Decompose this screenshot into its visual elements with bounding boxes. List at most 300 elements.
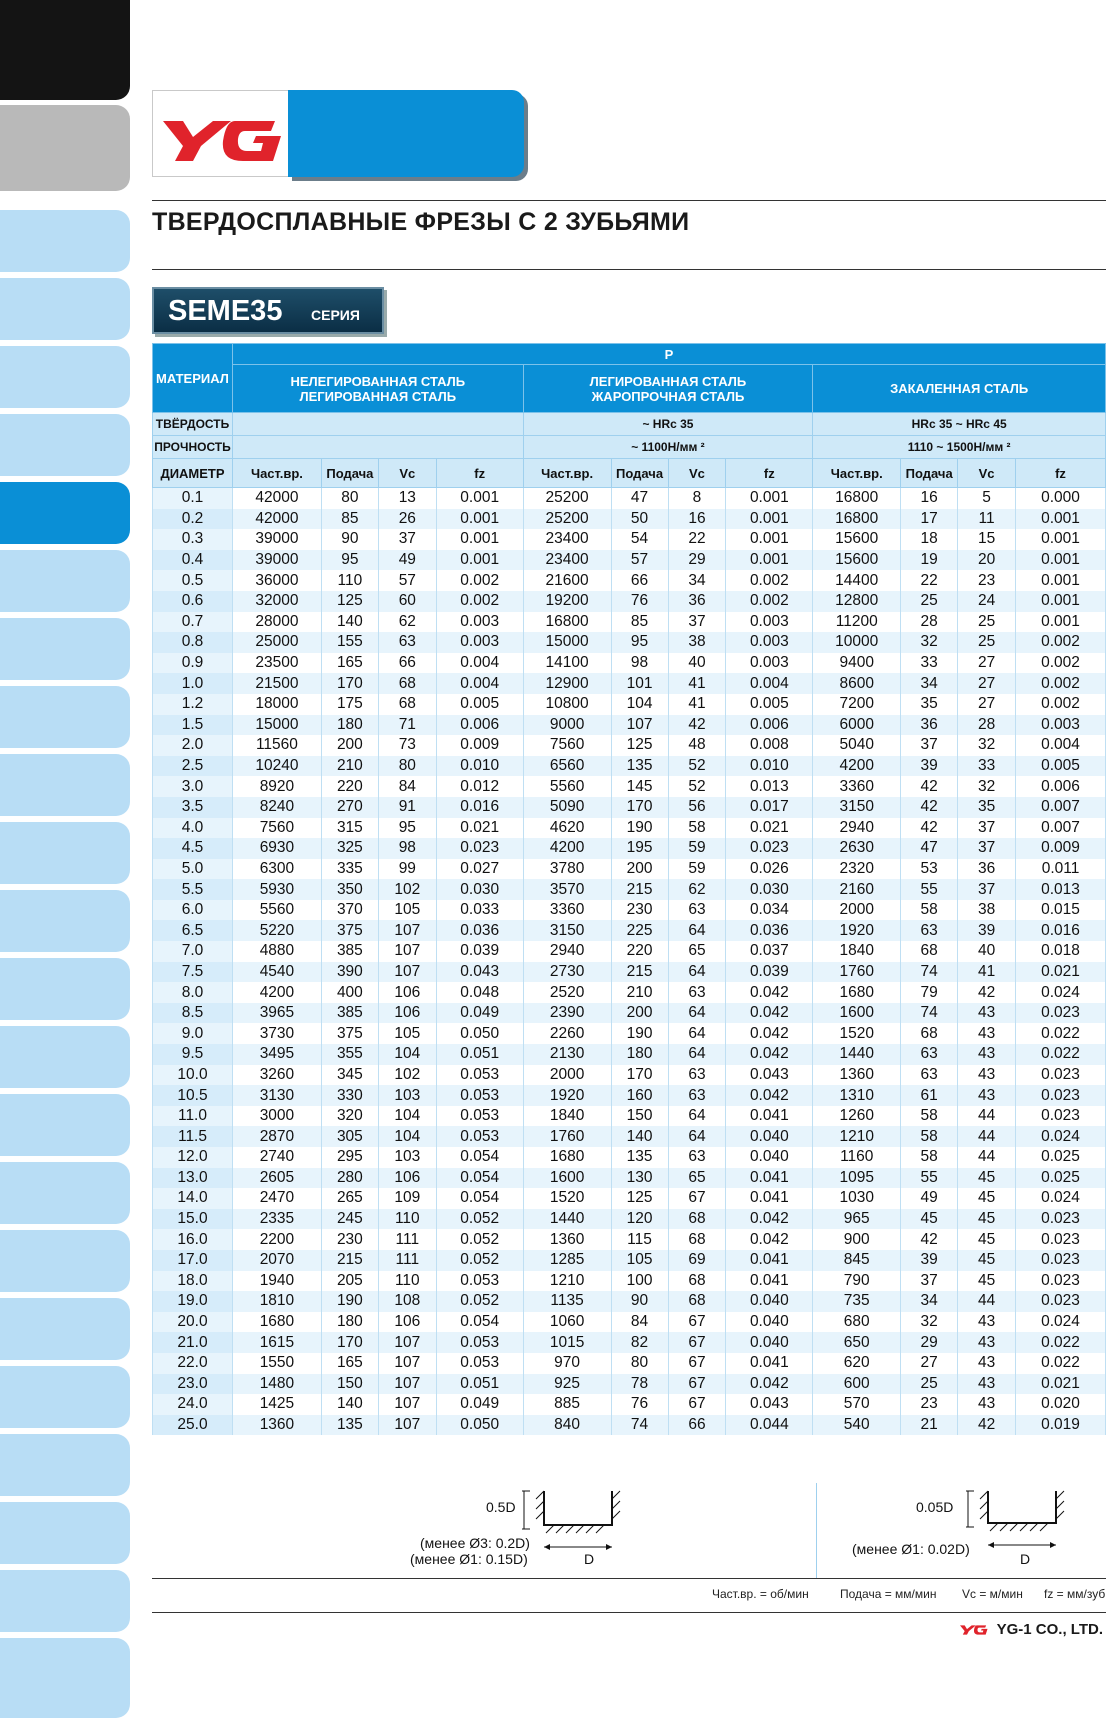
value-cell: 32	[958, 776, 1016, 797]
value-cell: 71	[378, 715, 436, 736]
value-cell: 1920	[813, 920, 901, 941]
col-header-vc: Vc	[958, 459, 1016, 488]
side-tab[interactable]	[0, 1638, 130, 1718]
value-cell: 15	[958, 529, 1016, 550]
value-cell: 570	[813, 1394, 901, 1415]
value-cell: 39	[958, 920, 1016, 941]
diameter-cell: 16.0	[153, 1229, 233, 1250]
col-header-feed: Подача	[901, 459, 958, 488]
side-tab[interactable]	[0, 686, 130, 748]
value-cell: 23400	[523, 529, 611, 550]
depth-note-1: (менее Ø1: 0.02D)	[852, 1541, 970, 1557]
value-cell: 0.004	[436, 673, 523, 694]
side-tab[interactable]	[0, 346, 130, 408]
value-cell: 0.013	[1016, 879, 1106, 900]
group-2-strength: ~ 1100Н/мм ²	[523, 436, 813, 459]
value-cell: 540	[813, 1415, 901, 1436]
value-cell: 90	[321, 529, 378, 550]
table-row	[153, 1044, 1106, 1065]
diameter-cell: 11.5	[153, 1126, 233, 1147]
value-cell: 39000	[232, 529, 321, 550]
side-tab-gray	[0, 105, 130, 191]
value-cell: 1680	[523, 1147, 611, 1168]
value-cell: 150	[611, 1106, 668, 1127]
col-header-vc: Vc	[378, 459, 436, 488]
value-cell: 0.051	[436, 1374, 523, 1395]
value-cell: 11200	[813, 612, 901, 633]
value-cell: 6300	[232, 859, 321, 880]
value-cell: 3360	[813, 776, 901, 797]
value-cell: 64	[668, 1023, 726, 1044]
value-cell: 0.025	[1016, 1168, 1106, 1189]
value-cell: 2940	[523, 941, 611, 962]
value-cell: 0.004	[436, 653, 523, 674]
side-tab[interactable]	[0, 414, 130, 476]
value-cell: 215	[611, 879, 668, 900]
value-cell: 38	[958, 900, 1016, 921]
group-2-line1: ЛЕГИРОВАННАЯ СТАЛЬ	[589, 373, 747, 389]
value-cell: 3150	[523, 920, 611, 941]
value-cell: 0.002	[436, 570, 523, 591]
side-tab[interactable]	[0, 1434, 130, 1496]
value-cell: 0.021	[726, 818, 813, 839]
value-cell: 91	[378, 797, 436, 818]
value-cell: 1680	[813, 982, 901, 1003]
material-group-3	[813, 365, 1106, 413]
value-cell: 0.015	[1016, 900, 1106, 921]
value-cell: 0.003	[436, 632, 523, 653]
value-cell: 390	[321, 962, 378, 983]
value-cell: 1615	[232, 1332, 321, 1353]
yg-logo-icon	[153, 91, 293, 178]
value-cell: 32	[958, 735, 1016, 756]
divider	[152, 1612, 1106, 1613]
value-cell: 64	[668, 1106, 726, 1127]
value-cell: 210	[611, 982, 668, 1003]
brand-header	[152, 90, 524, 177]
value-cell: 0.003	[726, 653, 813, 674]
value-cell: 4880	[232, 941, 321, 962]
value-cell: 80	[378, 756, 436, 777]
group-3-strength: 1110 ~ 1500Н/мм ²	[813, 436, 1106, 459]
value-cell: 0.023	[1016, 1271, 1106, 1292]
value-cell: 34	[901, 673, 958, 694]
col-header-vc: Vc	[668, 459, 726, 488]
value-cell: 1760	[813, 962, 901, 983]
side-tab[interactable]	[0, 1162, 130, 1224]
series-badge	[152, 287, 384, 334]
value-cell: 25200	[523, 488, 611, 509]
col-header-fz: fz	[1016, 459, 1106, 488]
group-p: P	[232, 344, 1105, 365]
value-cell: 61	[901, 1085, 958, 1106]
value-cell: 0.021	[436, 818, 523, 839]
value-cell: 18000	[232, 694, 321, 715]
hardness-label: ТВЁРДОСТЬ	[153, 413, 233, 436]
value-cell: 1260	[813, 1106, 901, 1127]
value-cell: 2320	[813, 859, 901, 880]
diameter-cell: 23.0	[153, 1374, 233, 1395]
value-cell: 37	[901, 735, 958, 756]
value-cell: 265	[321, 1188, 378, 1209]
group-1-line1: НЕЛЕГИРОВАННАЯ СТАЛЬ	[290, 373, 466, 389]
value-cell: 108	[378, 1291, 436, 1312]
value-cell: 245	[321, 1209, 378, 1230]
value-cell: 3000	[232, 1106, 321, 1127]
value-cell: 140	[321, 612, 378, 633]
depth-diagram-right	[816, 1483, 1106, 1579]
value-cell: 0.005	[1016, 756, 1106, 777]
value-cell: 22	[901, 570, 958, 591]
value-cell: 2870	[232, 1126, 321, 1147]
value-cell: 0.001	[436, 509, 523, 530]
value-cell: 230	[321, 1229, 378, 1250]
value-cell: 74	[611, 1415, 668, 1436]
value-cell: 104	[378, 1044, 436, 1065]
side-tab[interactable]	[0, 1570, 130, 1632]
diameter-cell: 3.5	[153, 797, 233, 818]
value-cell: 45	[958, 1209, 1016, 1230]
table-row	[153, 818, 1106, 839]
value-cell: 64	[668, 962, 726, 983]
table-row	[153, 673, 1106, 694]
value-cell: 80	[611, 1353, 668, 1374]
value-cell: 42	[958, 1415, 1016, 1436]
value-cell: 4540	[232, 962, 321, 983]
table-row	[153, 859, 1106, 880]
value-cell: 42000	[232, 488, 321, 509]
value-cell: 1940	[232, 1271, 321, 1292]
value-cell: 0.001	[1016, 529, 1106, 550]
value-cell: 1030	[813, 1188, 901, 1209]
value-cell: 1760	[523, 1126, 611, 1147]
table-row	[153, 1415, 1106, 1436]
value-cell: 8600	[813, 673, 901, 694]
value-cell: 0.049	[436, 1003, 523, 1024]
value-cell: 0.009	[436, 735, 523, 756]
diameter-cell: 0.2	[153, 509, 233, 530]
side-tab-black	[0, 0, 130, 100]
value-cell: 66	[611, 570, 668, 591]
company-name: YG-1 CO., LTD.	[996, 1621, 1103, 1638]
value-cell: 45	[958, 1250, 1016, 1271]
value-cell: 0.042	[726, 1374, 813, 1395]
value-cell: 56	[668, 797, 726, 818]
value-cell: 0.040	[726, 1332, 813, 1353]
value-cell: 36000	[232, 570, 321, 591]
table-row	[153, 1332, 1106, 1353]
value-cell: 68	[378, 694, 436, 715]
value-cell: 0.001	[726, 529, 813, 550]
value-cell: 10240	[232, 756, 321, 777]
value-cell: 0.004	[726, 673, 813, 694]
value-cell: 65	[668, 1168, 726, 1189]
value-cell: 7200	[813, 694, 901, 715]
value-cell: 55	[901, 1168, 958, 1189]
diameter-cell: 11.0	[153, 1106, 233, 1127]
side-tab[interactable]	[0, 278, 130, 340]
side-tab[interactable]	[0, 754, 130, 816]
table-row	[153, 509, 1106, 530]
value-cell: 41	[668, 694, 726, 715]
side-tab[interactable]	[0, 618, 130, 680]
col-header-feed: Подача	[611, 459, 668, 488]
value-cell: 0.002	[436, 591, 523, 612]
value-cell: 35	[901, 694, 958, 715]
value-cell: 36	[958, 859, 1016, 880]
side-tab[interactable]	[0, 1026, 130, 1088]
value-cell: 345	[321, 1065, 378, 1086]
value-cell: 45	[958, 1168, 1016, 1189]
diameter-cell: 1.5	[153, 715, 233, 736]
value-cell: 15600	[813, 529, 901, 550]
diameter-cell: 22.0	[153, 1353, 233, 1374]
value-cell: 104	[611, 694, 668, 715]
value-cell: 2070	[232, 1250, 321, 1271]
value-cell: 0.022	[1016, 1023, 1106, 1044]
value-cell: 3130	[232, 1085, 321, 1106]
value-cell: 150	[321, 1374, 378, 1395]
diameter-cell: 19.0	[153, 1291, 233, 1312]
side-tab[interactable]	[0, 1366, 130, 1428]
side-tab[interactable]	[0, 1230, 130, 1292]
header-blue-panel	[288, 90, 524, 177]
value-cell: 63	[901, 920, 958, 941]
value-cell: 600	[813, 1374, 901, 1395]
value-cell: 0.002	[1016, 632, 1106, 653]
value-cell: 63	[901, 1044, 958, 1065]
value-cell: 2130	[523, 1044, 611, 1065]
value-cell: 0.009	[1016, 838, 1106, 859]
value-cell: 5930	[232, 879, 321, 900]
value-cell: 82	[611, 1332, 668, 1353]
diameter-cell: 6.0	[153, 900, 233, 921]
value-cell: 0.036	[436, 920, 523, 941]
value-cell: 23400	[523, 550, 611, 571]
value-cell: 57	[611, 550, 668, 571]
value-cell: 0.053	[436, 1271, 523, 1292]
value-cell: 2335	[232, 1209, 321, 1230]
value-cell: 52	[668, 776, 726, 797]
side-tab-active[interactable]	[0, 482, 130, 544]
value-cell: 27	[958, 673, 1016, 694]
logo-panel	[152, 90, 292, 177]
value-cell: 27	[901, 1353, 958, 1374]
diameter-cell: 0.3	[153, 529, 233, 550]
value-cell: 9400	[813, 653, 901, 674]
value-cell: 63	[378, 632, 436, 653]
value-cell: 0.041	[726, 1250, 813, 1271]
value-cell: 170	[321, 673, 378, 694]
value-cell: 0.007	[1016, 797, 1106, 818]
value-cell: 98	[378, 838, 436, 859]
value-cell: 3260	[232, 1065, 321, 1086]
value-cell: 0.000	[1016, 488, 1106, 509]
side-tab[interactable]	[0, 550, 130, 612]
value-cell: 5	[958, 488, 1016, 509]
value-cell: 0.022	[1016, 1332, 1106, 1353]
value-cell: 29	[901, 1332, 958, 1353]
value-cell: 67	[668, 1188, 726, 1209]
value-cell: 43	[958, 1374, 1016, 1395]
group-1-hardness	[232, 413, 523, 436]
table-row	[153, 1065, 1106, 1086]
value-cell: 84	[611, 1312, 668, 1333]
side-tab[interactable]	[0, 1094, 130, 1156]
value-cell: 0.042	[726, 1003, 813, 1024]
value-cell: 68	[668, 1291, 726, 1312]
value-cell: 925	[523, 1374, 611, 1395]
value-cell: 335	[321, 859, 378, 880]
value-cell: 24	[958, 591, 1016, 612]
unit-fz: fz = мм/зуб	[1044, 1587, 1106, 1601]
value-cell: 15600	[813, 550, 901, 571]
side-tab[interactable]	[0, 822, 130, 884]
value-cell: 107	[611, 715, 668, 736]
value-cell: 0.052	[436, 1250, 523, 1271]
value-cell: 0.030	[436, 879, 523, 900]
value-cell: 0.016	[436, 797, 523, 818]
value-cell: 28000	[232, 612, 321, 633]
value-cell: 63	[668, 1065, 726, 1086]
value-cell: 16800	[813, 488, 901, 509]
value-cell: 0.008	[726, 735, 813, 756]
value-cell: 110	[378, 1209, 436, 1230]
value-cell: 62	[668, 879, 726, 900]
value-cell: 102	[378, 879, 436, 900]
depth-note-2: (менее Ø1: 0.15D)	[410, 1551, 528, 1567]
value-cell: 0.050	[436, 1415, 523, 1436]
value-cell: 0.024	[1016, 1312, 1106, 1333]
value-cell: 0.003	[436, 612, 523, 633]
value-cell: 0.020	[1016, 1394, 1106, 1415]
value-cell: 106	[378, 1168, 436, 1189]
value-cell: 84	[378, 776, 436, 797]
diameter-cell: 9.0	[153, 1023, 233, 1044]
value-cell: 16	[668, 509, 726, 530]
value-cell: 15000	[232, 715, 321, 736]
value-cell: 0.036	[726, 920, 813, 941]
value-cell: 43	[958, 1044, 1016, 1065]
value-cell: 900	[813, 1229, 901, 1250]
table-row	[153, 1126, 1106, 1147]
value-cell: 5090	[523, 797, 611, 818]
value-cell: 4620	[523, 818, 611, 839]
value-cell: 180	[321, 715, 378, 736]
value-cell: 0.053	[436, 1106, 523, 1127]
col-header-fz: fz	[726, 459, 813, 488]
value-cell: 49	[378, 550, 436, 571]
value-cell: 25	[901, 591, 958, 612]
value-cell: 1840	[523, 1106, 611, 1127]
value-cell: 115	[611, 1229, 668, 1250]
side-tab[interactable]	[0, 958, 130, 1020]
value-cell: 1600	[813, 1003, 901, 1024]
value-cell: 41	[668, 673, 726, 694]
value-cell: 74	[901, 962, 958, 983]
value-cell: 0.053	[436, 1332, 523, 1353]
value-cell: 0.023	[726, 838, 813, 859]
value-cell: 0.050	[436, 1023, 523, 1044]
value-cell: 2160	[813, 879, 901, 900]
value-cell: 66	[378, 653, 436, 674]
value-cell: 0.037	[726, 941, 813, 962]
value-cell: 11	[958, 509, 1016, 530]
table-row	[153, 1374, 1106, 1395]
diameter-cell: 10.0	[153, 1065, 233, 1086]
value-cell: 35	[958, 797, 1016, 818]
value-cell: 195	[611, 838, 668, 859]
value-cell: 8920	[232, 776, 321, 797]
value-cell: 165	[321, 1353, 378, 1374]
value-cell: 140	[611, 1126, 668, 1147]
value-cell: 0.039	[726, 962, 813, 983]
value-cell: 5560	[232, 900, 321, 921]
value-cell: 0.041	[726, 1106, 813, 1127]
value-cell: 107	[378, 1415, 436, 1436]
value-cell: 107	[378, 1332, 436, 1353]
value-cell: 37	[958, 818, 1016, 839]
value-cell: 102	[378, 1065, 436, 1086]
table-row	[153, 941, 1106, 962]
value-cell: 80	[321, 488, 378, 509]
value-cell: 1160	[813, 1147, 901, 1168]
value-cell: 110	[321, 570, 378, 591]
value-cell: 1480	[232, 1374, 321, 1395]
value-cell: 215	[611, 962, 668, 983]
value-cell: 53	[901, 859, 958, 880]
value-cell: 200	[611, 859, 668, 880]
value-cell: 68	[668, 1229, 726, 1250]
value-cell: 64	[668, 1044, 726, 1065]
value-cell: 28	[958, 715, 1016, 736]
value-cell: 42	[958, 982, 1016, 1003]
diameter-cell: 5.5	[153, 879, 233, 900]
page-title: ТВЕРДОСПЛАВНЫЕ ФРЕЗЫ С 2 ЗУБЬЯМИ	[152, 208, 690, 236]
value-cell: 2520	[523, 982, 611, 1003]
side-tab[interactable]	[0, 890, 130, 952]
value-cell: 0.003	[726, 612, 813, 633]
value-cell: 107	[378, 920, 436, 941]
value-cell: 0.001	[726, 509, 813, 530]
value-cell: 0.042	[726, 982, 813, 1003]
value-cell: 68	[668, 1209, 726, 1230]
value-cell: 1015	[523, 1332, 611, 1353]
value-cell: 0.001	[1016, 570, 1106, 591]
value-cell: 11560	[232, 735, 321, 756]
value-cell: 59	[668, 859, 726, 880]
value-cell: 0.023	[1016, 1065, 1106, 1086]
table-row	[153, 1085, 1106, 1106]
value-cell: 109	[378, 1188, 436, 1209]
diameter-cell: 14.0	[153, 1188, 233, 1209]
value-cell: 270	[321, 797, 378, 818]
table-row	[153, 1106, 1106, 1127]
value-cell: 57	[378, 570, 436, 591]
side-tab[interactable]	[0, 1298, 130, 1360]
value-cell: 0.023	[1016, 1229, 1106, 1250]
value-cell: 400	[321, 982, 378, 1003]
value-cell: 23	[901, 1394, 958, 1415]
value-cell: 170	[321, 1332, 378, 1353]
side-tab[interactable]	[0, 210, 130, 272]
table-row	[153, 1209, 1106, 1230]
value-cell: 54	[611, 529, 668, 550]
value-cell: 3570	[523, 879, 611, 900]
diameter-cell: 6.5	[153, 920, 233, 941]
side-tab[interactable]	[0, 1502, 130, 1564]
diameter-cell: 24.0	[153, 1394, 233, 1415]
